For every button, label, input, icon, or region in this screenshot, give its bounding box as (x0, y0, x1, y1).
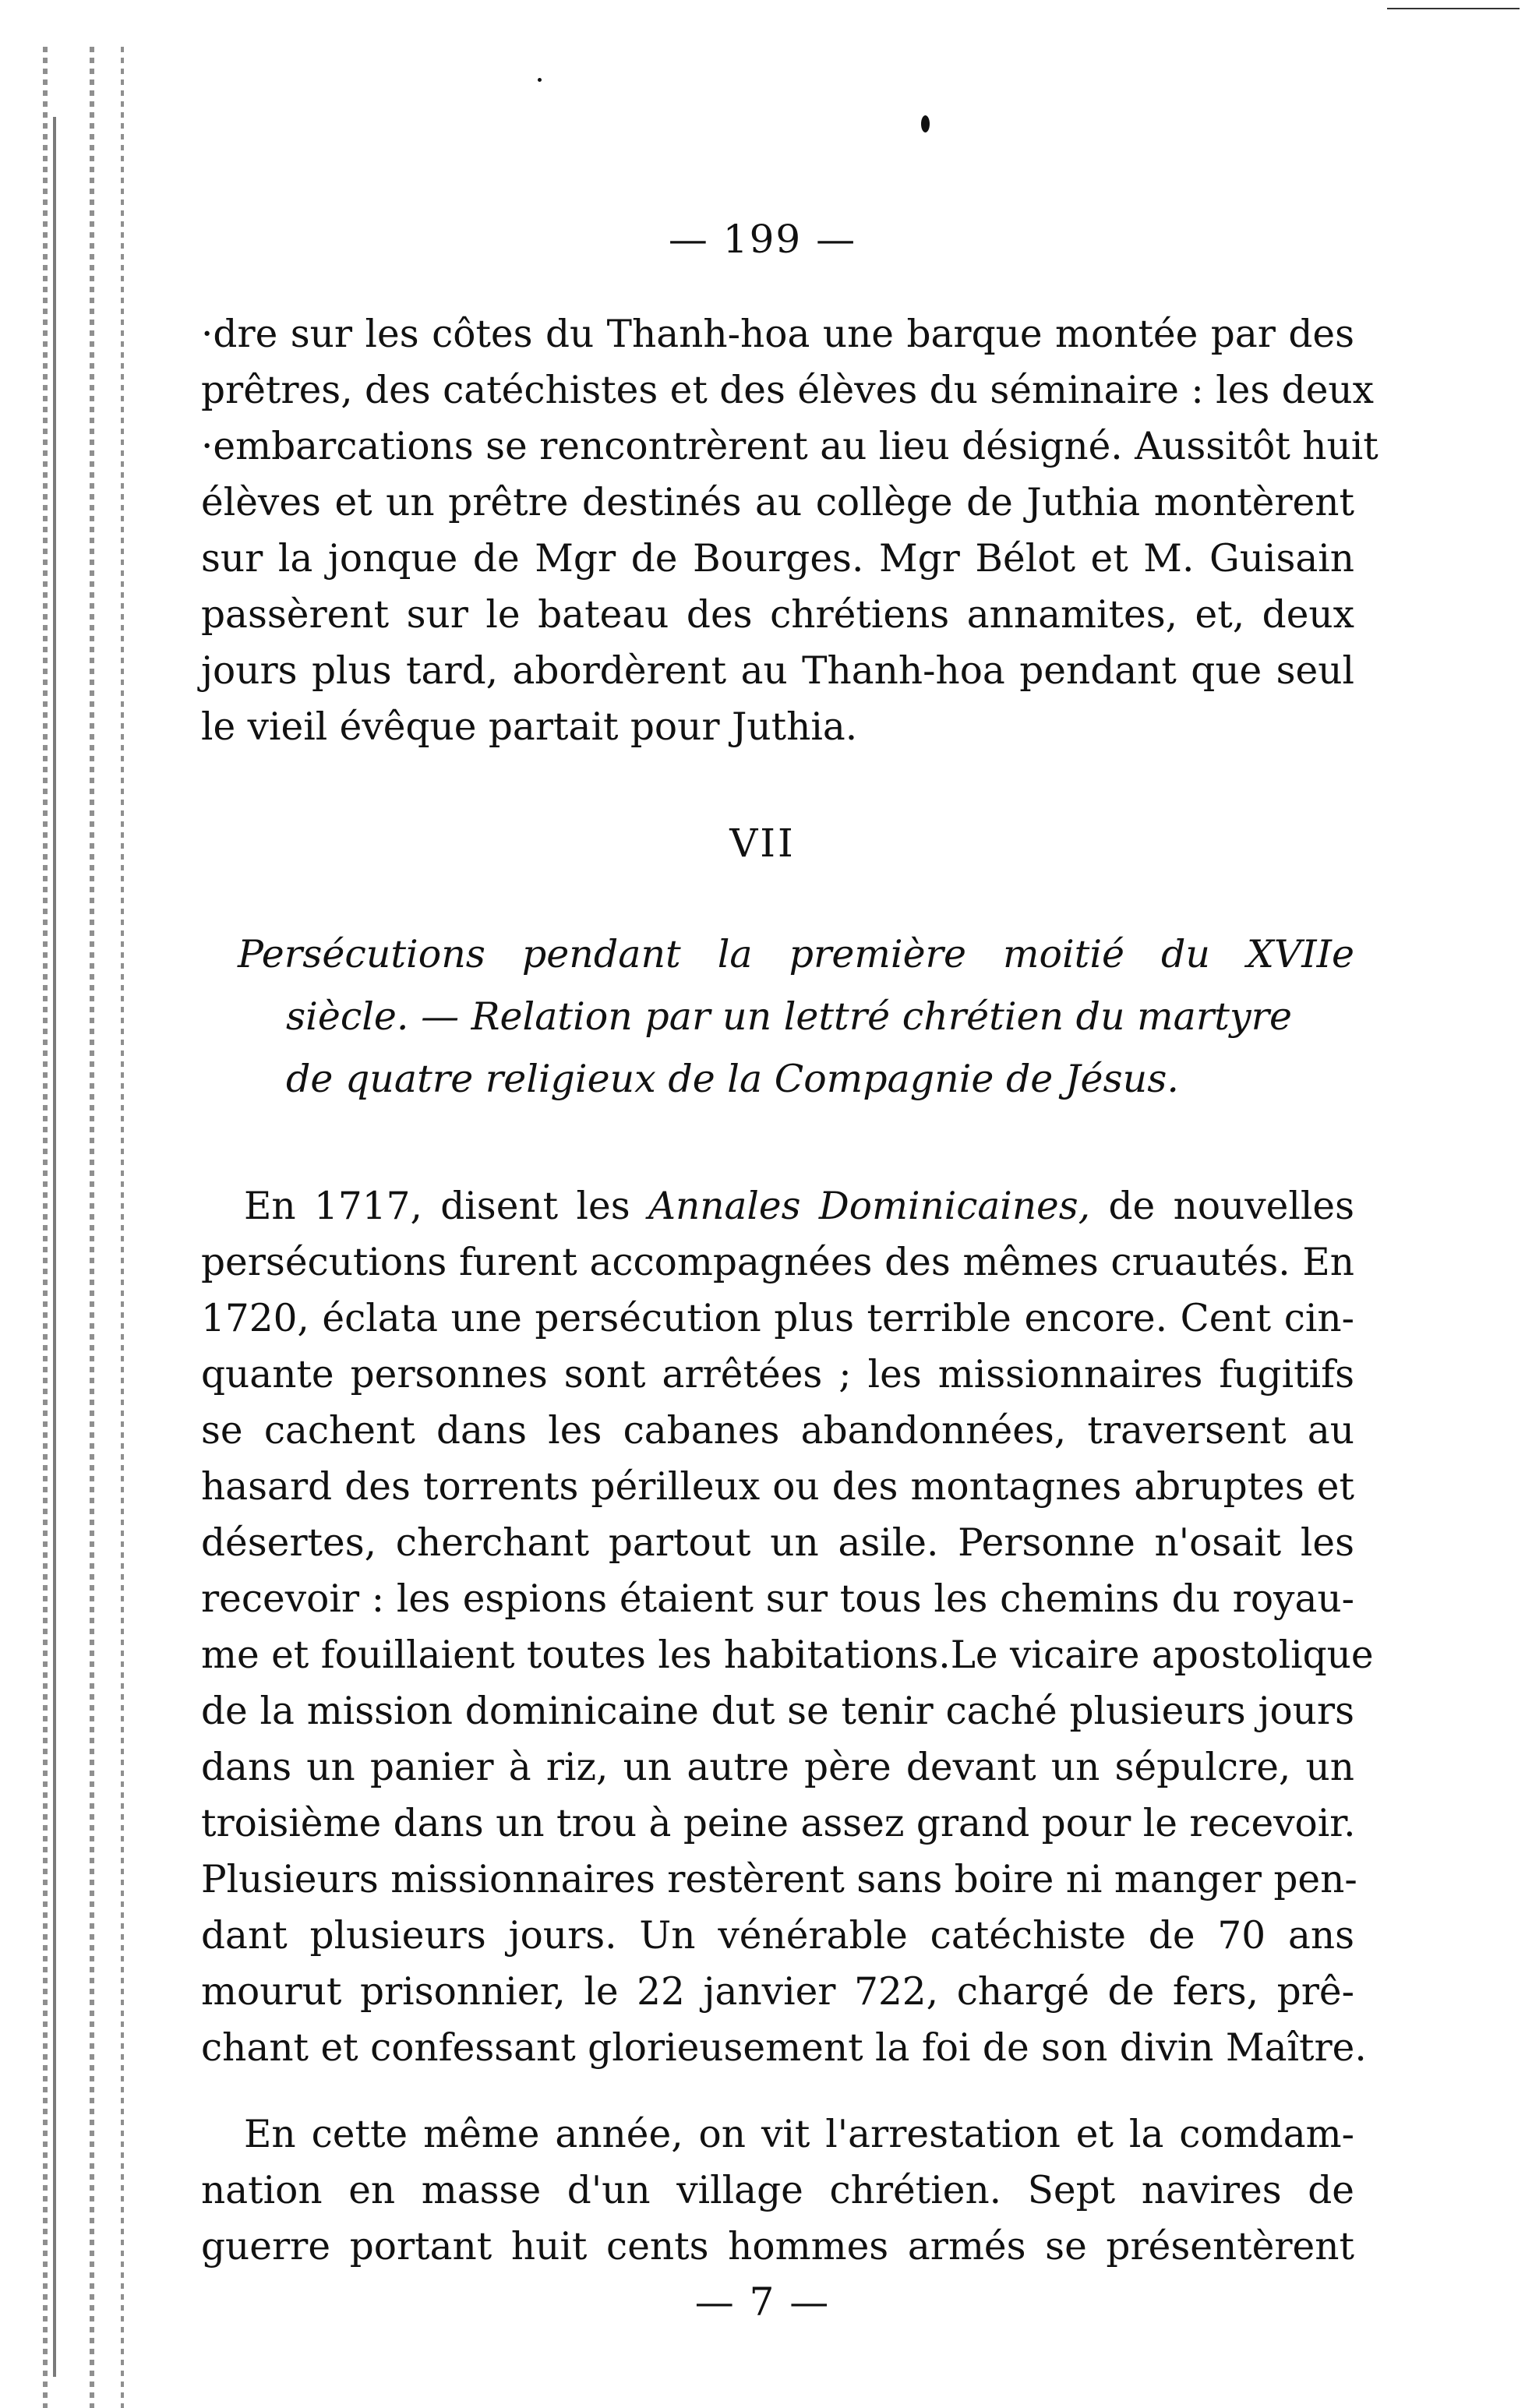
text-line: En cette même année, on vit l'arrestation et la comdam- (244, 2113, 1354, 2156)
ink-speck (921, 115, 930, 132)
binding-edge (43, 47, 136, 2408)
section-title-line: siècle. — Relation par un lettré chrétien du martyre (286, 994, 1293, 1039)
book-title: Annales Dominicaines, (648, 1185, 1091, 1228)
binding-edge-line (53, 117, 56, 2377)
section-numeral: VII (729, 821, 796, 866)
text-line: désertes, cherchant partout un asile. Personne n'osait les (201, 1521, 1354, 1565)
signature-mark: — 7 — (694, 2279, 831, 2325)
page-number: — 199 — (668, 217, 857, 262)
text-line: persécutions furent accompagnées des mêmes cruautés. En (201, 1241, 1354, 1284)
text-line: me et fouillaient toutes les habitations.Le vicaire apostolique (201, 1633, 1374, 1677)
text-line: prêtres, des catéchistes et des élèves du séminaire : les deux (201, 369, 1375, 412)
text-line: hasard des torrents périlleux ou des montagnes abruptes et (201, 1465, 1354, 1509)
section-title-line: de quatre religieux de la Compagnie de Jésus. (286, 1057, 1179, 1101)
scan-top-rule (1387, 8, 1520, 9)
text-line: sur la jonque de Mgr de Bourges. Mgr Bélot et M. Guisain (201, 537, 1354, 581)
text-run: En 1717, disent les (244, 1185, 648, 1228)
text-line: troisième dans un trou à peine assez grand pour le recevoir. (201, 1802, 1356, 1845)
section-title-line: Persécutions pendant la première moitié du XVIIe (238, 932, 1354, 976)
text-line: quante personnes sont arrêtées ; les missionnaires fugitifs (201, 1353, 1354, 1396)
text-run: de nouvelles (1090, 1185, 1354, 1228)
ink-speck (538, 78, 542, 82)
text-line: le vieil évêque partait pour Juthia. (201, 705, 858, 749)
text-line: dans un panier à riz, un autre père devant un sépulcre, un (201, 1746, 1354, 1789)
text-line: élèves et un prêtre destinés au collège de Juthia montèrent (201, 481, 1354, 524)
text-line: Plusieurs missionnaires restèrent sans boire ni manger pen- (201, 1858, 1357, 1901)
text-line: 1720, éclata une persécution plus terrible encore. Cent cin- (201, 1297, 1354, 1340)
text-line: jours plus tard, abordèrent au Thanh-hoa pendant que seul (201, 649, 1354, 693)
paragraph-persecutions (201, 1178, 1374, 2076)
text-line (201, 1178, 1354, 1234)
paragraph-arrest (201, 2106, 1354, 2275)
text-line: guerre portant huit cents hommes armés se présentèrent (201, 2225, 1354, 2269)
text-line: ·embarcations se rencontrèrent au lieu désigné. Aussitôt huit (201, 425, 1379, 468)
text-line: de la mission dominicaine dut se tenir caché plusieurs jours (201, 1689, 1354, 1733)
text-line: nation en masse d'un village chrétien. Sept navires de (201, 2169, 1354, 2212)
section-title (238, 923, 1354, 1110)
text-line: mourut prisonnier, le 22 janvier 722, chargé de fers, prê- (201, 1970, 1354, 2014)
paragraph-continued (201, 306, 1379, 755)
text-line: ·dre sur les côtes du Thanh-hoa une barque montée par des (201, 312, 1354, 356)
text-line: se cachent dans les cabanes abandonnées, traversent au (201, 1409, 1354, 1453)
text-line: passèrent sur le bateau des chrétiens annamites, et, deux (201, 593, 1354, 637)
text-line: dant plusieurs jours. Un vénérable catéchiste de 70 ans (201, 1914, 1354, 1958)
text-line: recevoir : les espions étaient sur tous les chemins du royau- (201, 1577, 1354, 1621)
text-line: chant et confessant glorieusement la foi de son divin Maître. (201, 2026, 1367, 2070)
